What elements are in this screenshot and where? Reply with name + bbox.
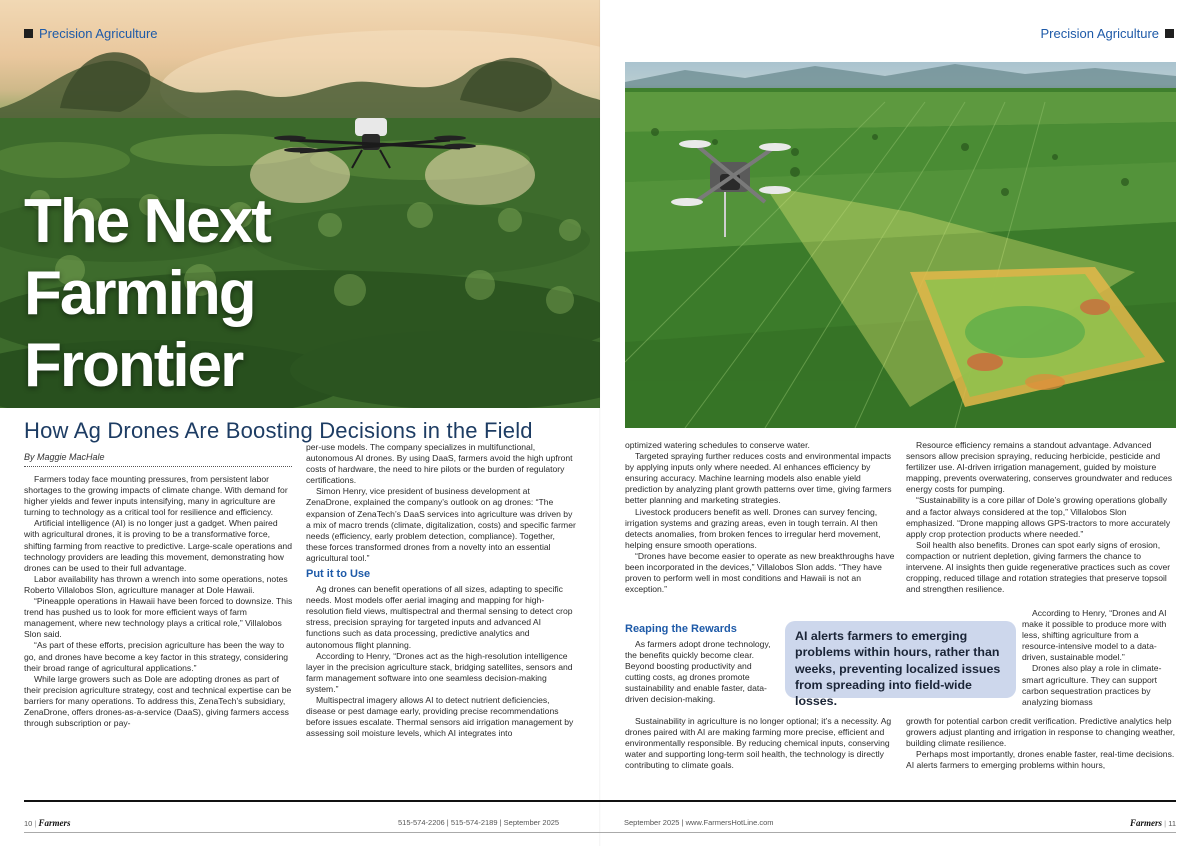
article-title (24, 186, 270, 402)
paragraph: While large growers such as Dole are adopting drones as part of their precision agriculture strategy, cost and technical expertise can be barriers for many operations. To address this, ZenaTech’s subsidiary, ZenaDrone, offers drones-as-a-service (DaaS), giving farmers access through subscription or pay- (24, 673, 292, 729)
paragraph: Sustainability in agriculture is no longer optional; it’s a necessity. Ag drones paired with AI are making farming more precise, efficient and environmentally responsible. By reducing chemical inputs, conserving water and supporting long-term soil health, the technology is directly contributing to climate goals. (625, 716, 892, 771)
footer-rule (24, 800, 1176, 802)
paragraph: Ag drones can benefit operations of all sizes, adapting to specific needs. Most models offer aerial imaging and mapping for high-resolution field views, multispectral and thermal sensing to detect crop stress, precision spraying for targeted inputs and advanced AI functions such as data processing, predictive analytics and autonomous flight planning. (306, 584, 573, 650)
paragraph: Simon Henry, vice president of business development at ZenaDrone, explained the company’s outlook on ag drones: “The expansion of ZenaTech’s DaaS services into agriculture was driven by a mix of macro trends (climate, digitalization, costs) and specific farmer needs (efficiency, early problem detection, compliance). Together, these forces transformed drones from a novelty into an essential agricultural tool.” (306, 486, 576, 563)
section-tag (24, 26, 158, 41)
pull-quote: AI alerts farmers to emerging problems within hours, rather than weeks, preventing localized issues from spreading into field-wide losses. (785, 621, 1016, 698)
paragraph: optimized watering schedules to conserve water. (625, 440, 810, 450)
column-2 (306, 442, 576, 739)
column-4-narrow (1022, 608, 1176, 708)
footer-right: Farmers | 11 (1130, 818, 1176, 828)
footer-bottom-rule (24, 832, 1176, 833)
paragraph: “Pineapple operations in Hawaii have been forced to downsize. This trend has pushed us to look for more efficient ways of farm management, where new technology plays a critical role,” Villalobos Slon said. (24, 596, 293, 640)
section-heading: Put it to Use (306, 568, 371, 581)
square-bullet-icon (1165, 29, 1174, 38)
paragraph: Labor availability has thrown a wrench into some operations, notes Roberto Villalobos Slon, agriculture manager at Dole Hawaii. (24, 573, 288, 595)
section-tag (1041, 26, 1175, 41)
section-tag-label: Precision Agriculture (39, 26, 158, 41)
aerial-field-illustration (625, 62, 1176, 428)
paragraph: Drones also play a role in climate-smart agriculture. They can support carbon sequestration practices by analyzing biomass (1022, 663, 1162, 707)
hero-image-mapping-drone (625, 62, 1176, 428)
page-number: 10 (24, 819, 33, 828)
paragraph: growth for potential carbon credit verification. Predictive analytics help growers adjust planting and irrigation in response to changing weather, building climate resilience. (906, 716, 1175, 749)
hero-image-crop-spraying-drone (0, 0, 600, 408)
column-4 (906, 440, 1176, 595)
column-3-bottom (625, 716, 895, 771)
paragraph: Resource efficiency remains a standout advantage. Advanced sensors allow precision spraying, reducing herbicide, pesticide and fertilizer use. AI-driven irrigation management, guided by moisture mapping, prevents overwatering, conserves groundwater and reduces energy costs for pumping. (906, 440, 1173, 495)
paragraph: “Drones have become easier to operate as new breakthroughs have been incorporated in the devices,” Villalobos Slon adds. “They have proven to perform well in most conditions and Hawaii is not an exception.” (625, 550, 895, 595)
footer-left: 10 | Farmers (24, 818, 71, 828)
square-bullet-icon (24, 29, 33, 38)
paragraph: Targeted spraying further reduces costs and environmental impacts by applying inputs only where needed. AI enhances efficiency by ensuring accuracy. Machine learning models also enable yield prediction by analyzing plant growth patterns over time, giving farmers better planning and marketing strategies. (625, 451, 892, 506)
footer-website-info: September 2025 | www.FarmersHotLine.com (624, 818, 774, 827)
section-heading: Reaping the Rewards (625, 623, 737, 635)
section-tag-label: Precision Agriculture (1040, 26, 1159, 41)
paragraph: “As part of these efforts, precision agriculture has been the way to go, and drones have become a key factor in this strategy, considering their broad range of agricultural applications.” (24, 640, 289, 673)
title-line: The Next (24, 187, 270, 256)
column-3 (625, 440, 895, 595)
magazine-logo: Farmers (38, 818, 71, 828)
paragraph: Artificial intelligence (AI) is no longer just a gadget. When paired with agricultural drones, it is proving to be a transformative force, shifting farming from reactive to predictive. Large-scale operations and technology providers are leading this movement, demonstrating how drones can be used to their full advantage. (24, 518, 292, 573)
spread-gutter (599, 0, 601, 846)
paragraph: “Sustainability is a core pillar of Dole’s growing operations globally and a factor always considered at the top,” Villalobos Slon emphasized. “Drone mapping allows GPS-tractors to more accurately apply crop protection products where needed.” (906, 495, 1171, 539)
paragraph: According to Henry, “Drones act as the high-resolution intelligence layer in the precision agriculture stack, bridging satellites, sensors and farm management software into one seamless decision-making system.” (306, 650, 573, 694)
paragraph: Soil health also benefits. Drones can spot early signs of erosion, compaction or nutrient depletion, giving farmers the chance to intervene. AI insights then guide regenerative practices such as cover cropping, reduced tillage and rotation strategies that preserve topsoil and strengthen resilience. (906, 539, 1171, 595)
title-line: Farming (24, 259, 255, 328)
page-number: 11 (1168, 819, 1176, 828)
paragraph: According to Henry, “Drones and AI make it possible to produce more with less, shifting agriculture from a resource-intensive model to a data-driven, sustainable model.” (1022, 608, 1167, 663)
footer-contact-info: 515-574-2206 | 515-574-2189 | September 2025 (398, 818, 560, 827)
paragraph: Perhaps most importantly, drones enable faster, real-time decisions. AI alerts farmers to emerging problems within hours, (906, 749, 1175, 771)
article-subtitle: How Ag Drones Are Boosting Decisions in the Field (24, 418, 533, 443)
magazine-logo: Farmers (1130, 818, 1163, 828)
paragraph: Multispectral imagery allows AI to detect nutrient deficiencies, disease or pest damage early, providing precise recommendations before issues escalate. Thermal sensors aid irrigation management by assessing soil moisture levels, which AI integrates into (306, 694, 574, 739)
paragraph: Livestock producers benefit as well. Drones can survey fencing, irrigation systems and grazing areas, even in tough terrain. AI then detects anomalies, from broken fences to irregular herd movement, helping ensure smooth operations. (625, 506, 881, 550)
column-1 (24, 474, 294, 729)
paragraph: As farmers adopt drone technology, the benefits quickly become clear. Beyond boosting productivity and cutting costs, ag drones promote sustainability and enable faster, data-driven decision-making. (625, 639, 771, 705)
byline-divider (24, 466, 292, 467)
paragraph: per-use models. The company specializes in multifunctional, autonomous AI drones. By using DaaS, farmers avoid the high upfront costs of hardware, the need to hire pilots or the burden of regulatory certifications. (306, 442, 573, 486)
column-4-bottom (906, 716, 1176, 771)
paragraph: Farmers today face mounting pressures, from persistent labor shortages to the growing impacts of climate change. With demand for higher yields and fewer inputs intensifying, many in agriculture are turning to technology as a critical tool for resilience and efficiency. (24, 474, 288, 518)
column-3-narrow (625, 619, 777, 706)
title-line: Frontier (24, 331, 243, 400)
byline: By Maggie MacHale (24, 452, 105, 462)
